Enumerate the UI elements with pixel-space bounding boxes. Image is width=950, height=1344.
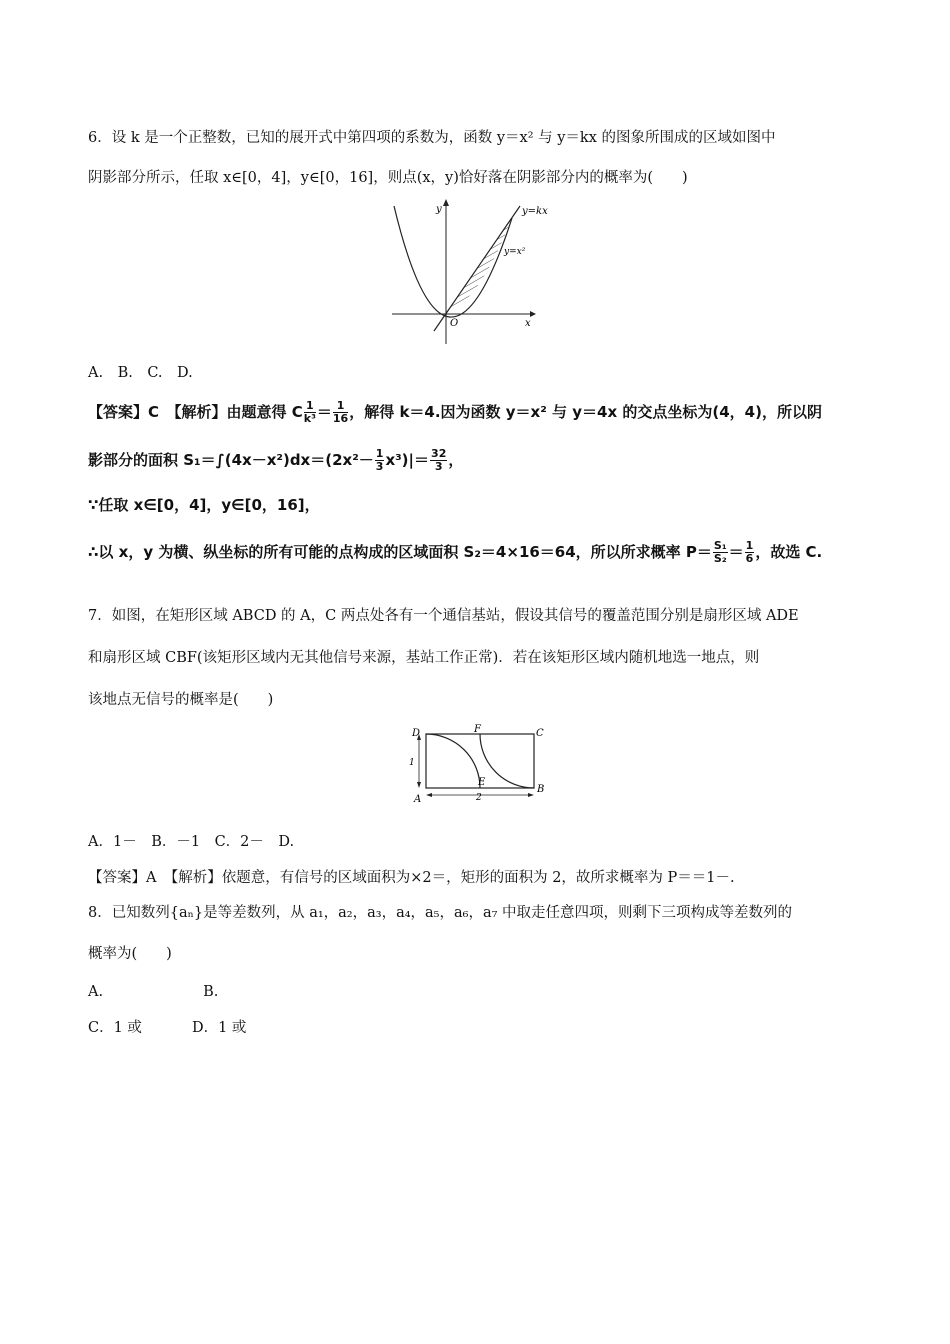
q6-frac3: $\frac{1}{3}$: [375, 447, 384, 473]
q7-label-D: D: [412, 728, 421, 739]
q6-answer-prefix: 【答案】C 【解析】由题意得 C: [88, 403, 303, 421]
q7-stem-line3: 该地点无信号的概率是( ): [88, 692, 274, 708]
q6-y-arrow: [443, 199, 449, 206]
q6-answer-rest1: ，解得 k＝4.因为函数 y＝x² 与 y＝4x 的交点坐标为(4，4)，所以阴: [349, 403, 822, 421]
q6-label-parabola: y=x²: [504, 247, 526, 257]
q8-option-b: B.: [203, 984, 219, 1000]
q7-label-side: 1: [409, 758, 415, 768]
q7-options: A．1－ B．－1 C．2－ D.: [88, 834, 295, 850]
q6-answer-line3: ∵任取 x∈[0，4]，y∈[0，16]，: [88, 496, 320, 514]
q7-answer: 【答案】A 【解析】依题意，有信号的区域面积为×2＝，矩形的面积为 2，故所求概率为 P＝＝1－.: [88, 870, 735, 886]
q6-label-x: x: [525, 318, 531, 329]
q7-label-A: A: [414, 794, 422, 805]
q7-label-bottom: 2: [476, 793, 482, 803]
q6-frac4: $\frac{32}{3}$: [431, 447, 447, 473]
q6-parabola: [394, 206, 512, 317]
q6-stem-line1: 6．设 k 是一个正整数，已知的展开式中第四项的系数为，函数 y＝x² 与 y＝kx 的图象所围成的区域如图中: [88, 130, 776, 146]
q6-frac2: $\frac{1}{16}$: [332, 399, 349, 425]
q8-stem-line1: 8．已知数列{aₙ}是等差数列，从 a₁，a₂，a₃，a₄，a₅，a₆，a₇ 中取走任意四项，则剩下三项构成等差数列的: [88, 905, 793, 921]
q6-label-y: y: [436, 204, 442, 215]
q7-label-B: B: [537, 784, 545, 795]
q6-frac5: $\frac{\text{S₁}}{\text{S₂}}$: [713, 539, 727, 565]
q7-label-E: E: [478, 777, 486, 788]
q6-label-line: y=kx: [522, 206, 548, 217]
q6-answer-line4: ∴以 x，y 为横、纵坐标的所有可能的点构成的区域面积 S₂＝4×16＝64，所以所求概率 P＝ $\frac{\text{S₁}}{\text{S₂}}$ ＝ $\frac{1}{6}$ ，故选 C.: [88, 539, 823, 565]
q6-stem-line2: 阴影部分所示，任取 x∈[0，4]，y∈[0，16]，则点(x，y)恰好落在阴影部分内的概率为( ): [88, 170, 688, 186]
q7-arc-CBF: [480, 734, 534, 788]
q6-answer-line2: 影部分的面积 S₁＝∫(4x－x²)dx＝(2x²－ $\frac{1}{3}$ x³)|＝ $\frac{32}{3}$ ，: [88, 447, 464, 473]
q6-x-arrow: [530, 311, 536, 317]
q8-option-c: C．1 或: [88, 1020, 142, 1036]
q8-option-a: A.: [88, 984, 104, 1000]
q7-figure: [408, 722, 548, 806]
q6-label-origin: O: [450, 318, 459, 329]
q7-arc-ADE: [426, 734, 480, 788]
q6-answer-line1: 【答案】C 【解析】由题意得 C $\frac{1}{\text{k³}}$ ＝ $\frac{1}{16}$ ，解得 k＝4.因为函数 y＝x² 与 y＝4x 的交点坐标为(4，4)，所以阴: [88, 399, 822, 425]
q8-option-d: D．1 或: [191, 1020, 247, 1036]
q8-stem-line2: 概率为( ): [88, 946, 172, 962]
q7-stem-line1: 7．如图，在矩形区域 ABCD 的 A，C 两点处各有一个通信基站，假设其信号的覆盖范围分别是扇形区域 ADE: [88, 608, 799, 624]
q8-options-ab: [88, 982, 218, 1002]
q7-label-C: C: [536, 728, 544, 739]
q8-options-cd: [88, 1018, 246, 1038]
q7-stem-line2: 和扇形区域 CBF(该矩形区域内无其他信号来源，基站工作正常)．若在该矩形区域内随机地选一地点，则: [88, 650, 760, 666]
q6-frac1: $\frac{1}{\text{k³}}$: [303, 399, 316, 425]
q6-figure: [382, 196, 564, 348]
q6-options: A. B. C. D.: [88, 365, 193, 381]
q6-frac6: $\frac{1}{6}$: [745, 539, 754, 565]
q6-line: [434, 206, 520, 331]
q7-label-F: F: [474, 724, 481, 735]
